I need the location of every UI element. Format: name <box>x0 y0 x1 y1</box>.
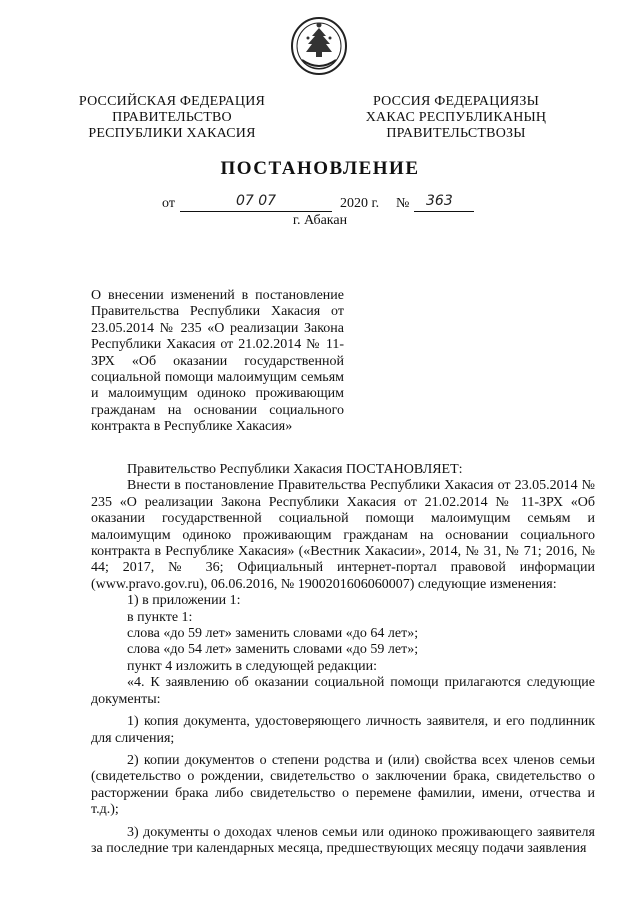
year-label: 2020 г. <box>340 196 380 211</box>
date-underline <box>180 211 332 212</box>
date-prefix: от <box>162 196 175 211</box>
header-left-line-1: РОССИЙСКАЯ ФЕДЕРАЦИЯ <box>78 94 266 109</box>
city-name: г. Абакан <box>292 213 348 228</box>
document-subject: О внесении изменений в постановление Правительства Республики Хакасия от 23.05.2014 № 235 «О реализации Закона Республики Хакасия от 21.02.2014 № 11-ЗРХ «Об оказании государственной социальной помощи малоимущим семьям и малоимущим одиноко проживающим гражданам на основании социального контракта в Республике Хакасия» <box>91 288 344 435</box>
body-paragraph: слова «до 54 лет» заменить словами «до 59 лет»; <box>127 642 419 658</box>
document-body <box>91 462 595 857</box>
date-handwritten: 07 07 <box>236 193 277 209</box>
header-khakas <box>356 94 556 142</box>
document-type-title: ПОСТАНОВЛЕНИЕ <box>220 158 420 179</box>
number-handwritten: 363 <box>426 193 453 209</box>
header-right-line-3: ПРАВИТЕЛЬСТВОЗЫ <box>386 126 526 141</box>
header-left-line-2: ПРАВИТЕЛЬСТВО <box>112 110 232 125</box>
header-right-line-2: ХАКАС РЕСПУБЛИКАНЫҢ <box>365 110 547 125</box>
body-paragraph: слова «до 59 лет» заменить словами «до 64 лет»; <box>127 626 419 642</box>
body-paragraph: 3) документы о доходах членов семьи или одиноко проживающего заявителя за последние три календарных месяца, предшествующих месяцу подачи заявления <box>91 824 595 856</box>
body-paragraph: 2) копии документов о степени родства и (или) свойства всех членов семьи (свидетельство о рождении, свидетельство о заключении брака, свидетельство о расторжении брака либо свидетельство о перемене фамилии, имени, отчества и т.д.); <box>91 752 595 818</box>
body-paragraph: в пункте 1: <box>127 609 193 625</box>
body-paragraph: 1) копия документа, удостоверяющего личность заявителя, и его подлинник для сличения; <box>91 714 595 746</box>
date-number-line <box>160 193 490 213</box>
body-paragraph: «4. К заявлению об оказании социальной помощи прилагаются следующие документы: <box>91 675 595 707</box>
header-left-line-3: РЕСПУБЛИКИ ХАКАСИЯ <box>88 126 256 141</box>
body-intro: Правительство Республики Хакасия ПОСТАНОВЛЯЕТ: <box>127 462 463 477</box>
number-underline <box>414 211 474 212</box>
header-right-line-1: РОССИЯ ФЕДЕРАЦИЯЗЫ <box>372 94 540 109</box>
header-russian <box>72 94 272 142</box>
coat-of-arms-emblem-icon <box>290 16 348 76</box>
body-paragraph: Внести в постановление Правительства Республики Хакасия от 23.05.2014 № 235 «О реализации Закона Республики Хакасия от 21.02.2014 № 11-ЗРХ «Об оказании государственной социальной помощи малоимущим семьям и малоимущим одиноко проживающим гражданам на основании социального контракта в Республике Хакасия» («Вестник Хакасии», 2014, № 31, № 71; 2016, № 44; 2017, № 36; Официальный интернет-портал правовой информации (www.pravo.gov.ru), 06.06.2016, № 1900201606060007) следующие изменения: <box>91 478 595 592</box>
body-paragraph: пункт 4 изложить в следующей редакции: <box>127 658 377 674</box>
body-paragraph: 1) в приложении 1: <box>127 593 241 609</box>
number-sign: № <box>396 196 410 211</box>
